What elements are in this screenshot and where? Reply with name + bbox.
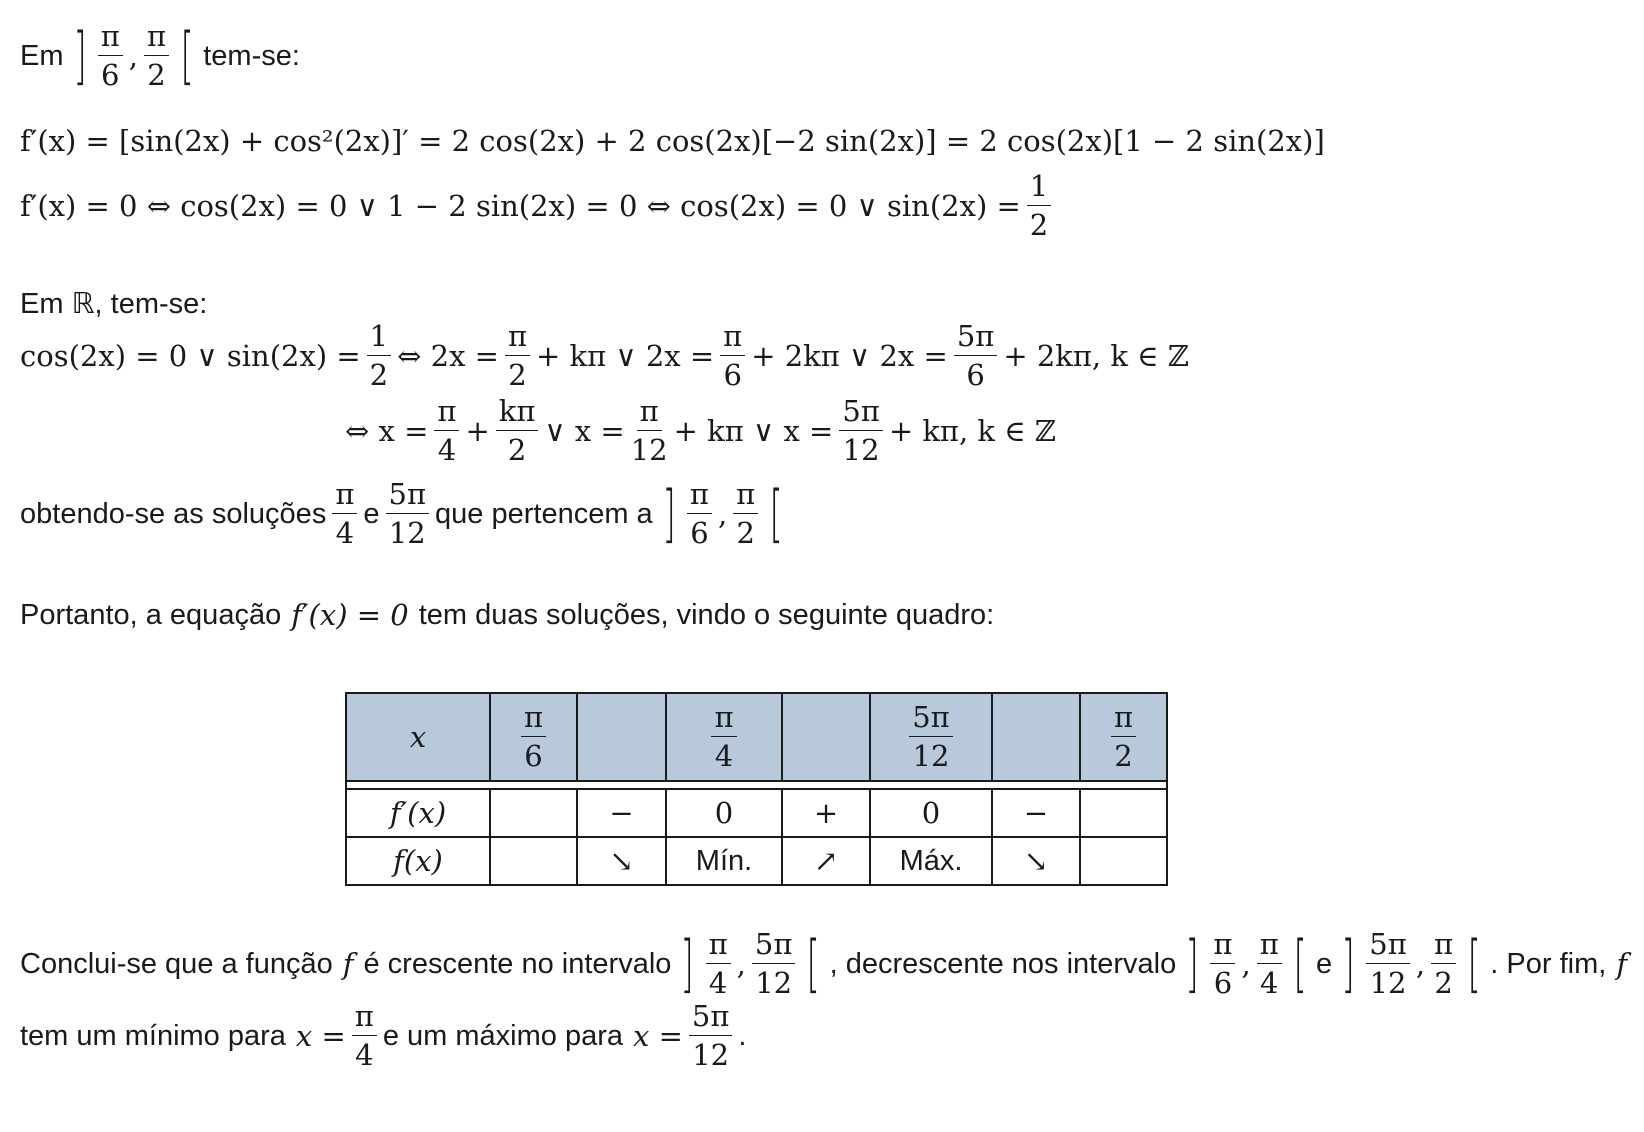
interval-increasing: ] $\frac{\pi}{4}$ , $\frac{5\pi}{12}$ [ bbox=[680, 927, 821, 1000]
header-5pi12: $\frac{5\pi}{12}$ bbox=[870, 693, 992, 781]
intro-line bbox=[20, 19, 300, 92]
interval-decreasing-2: ] $\frac{5\pi}{12}$ , $\frac{\pi}{2}$ [ bbox=[1341, 927, 1481, 1000]
row-label: f(x) bbox=[346, 837, 490, 885]
derivative-line: f′(x) = [sin(2x) + cos²(2x)]′ = 2 cos(2x) + 2 cos(2x)[−2 sin(2x)] = 2 cos(2x)[1 − 2 sin(2x)] bbox=[20, 124, 1325, 158]
table-cell: − bbox=[992, 789, 1080, 837]
variation-table bbox=[345, 692, 1168, 886]
table-row-function bbox=[346, 837, 1167, 885]
header-pi6: $\frac{\pi}{6}$ bbox=[490, 693, 577, 781]
conclusion-line-1: Conclui-se que a função f é crescente no intervalo ] $\frac{\pi}{4}$ , $\frac{5\pi}{12}$ [ , decrescente nos intervalo ] $\frac{\pi}{6}$ , $\frac{\pi}{4}$ [ e ] $\frac{5\pi}{12}$ , $\frac{\pi}{2}$ [ . Por fim, f bbox=[20, 927, 1628, 1000]
header-pi4: $\frac{\pi}{4}$ bbox=[666, 693, 782, 781]
table-cell: 0 bbox=[666, 789, 782, 837]
solve-line-2: ⇔ x = $\frac{\pi}{4}$ + $\frac{k\pi}{2}$ ∨ x = $\frac{\pi}{12}$ + kπ ∨ x = $\frac{5\pi}{12}$ + kπ, k ∈ ℤ bbox=[345, 394, 1057, 467]
row-label: f′(x) bbox=[346, 789, 490, 837]
derivative-zero-text: f′(x) = 0 ⇔ cos(2x) = 0 ∨ 1 − 2 sin(2x) = 0 ⇔ cos(2x) = 0 ∨ sin(2x) = bbox=[20, 189, 1021, 223]
header-pi2: $\frac{\pi}{2}$ bbox=[1080, 693, 1167, 781]
solve-line-1: cos(2x) = 0 ∨ sin(2x) = $\frac{1}{2}$ ⇔ 2x = $\frac{\pi}{2}$ + kπ ∨ 2x = $\frac{\pi}{6}$ + 2kπ ∨ 2x = $\frac{5\pi}{6}$ + 2kπ, k ∈ ℤ bbox=[20, 319, 1190, 392]
table-cell bbox=[490, 837, 577, 885]
intro-prefix: Em bbox=[20, 39, 64, 72]
interval-pi6-pi2-b: ] $\frac{\pi}{6}$ , $\frac{\pi}{2}$ [ bbox=[662, 477, 783, 550]
intro-suffix: tem-se: bbox=[203, 39, 300, 72]
table-cell bbox=[490, 789, 577, 837]
table-cell: 0 bbox=[870, 789, 992, 837]
derivative-zero-line bbox=[20, 169, 1057, 242]
table-cell bbox=[1080, 837, 1167, 885]
fraction-one-half: $\frac{1}{2}$ bbox=[1027, 172, 1051, 240]
interval-decreasing-1: ] $\frac{\pi}{6}$ , $\frac{\pi}{4}$ [ bbox=[1185, 927, 1307, 1000]
table-cell bbox=[1080, 789, 1167, 837]
header-empty bbox=[577, 693, 666, 781]
header-x: x bbox=[346, 693, 490, 781]
table-cell: + bbox=[782, 789, 870, 837]
reals-intro: Em ℝ, tem-se: bbox=[20, 288, 208, 320]
arrow-up-icon: ↗ bbox=[782, 837, 870, 885]
header-empty bbox=[992, 693, 1080, 781]
table-cell: − bbox=[577, 789, 666, 837]
table-cell: Máx. bbox=[870, 837, 992, 885]
interval-pi6-pi2: ] $\frac{\pi}{6}$ , $\frac{\pi}{2}$ [ bbox=[72, 19, 194, 92]
table-header-row bbox=[346, 693, 1167, 781]
header-empty bbox=[782, 693, 870, 781]
portanto-line: Portanto, a equação f′(x) = 0 tem duas soluções, vindo o seguinte quadro: bbox=[20, 598, 995, 632]
arrow-down-icon: ↘ bbox=[577, 837, 666, 885]
arrow-down-icon: ↘ bbox=[992, 837, 1080, 885]
table-row-derivative bbox=[346, 789, 1167, 837]
conclusion-line-2: tem um mínimo para x = $\frac{\pi}{4}$ e um máximo para x = $\frac{5\pi}{12}$ . bbox=[20, 999, 747, 1072]
solutions-line: obtendo-se as soluções $\frac{\pi}{4}$ e $\frac{5\pi}{12}$ que pertencem a ] $\frac{\pi}{6}$ , $\frac{\pi}{2}$ [ bbox=[20, 480, 792, 548]
table-cell: Mín. bbox=[666, 837, 782, 885]
